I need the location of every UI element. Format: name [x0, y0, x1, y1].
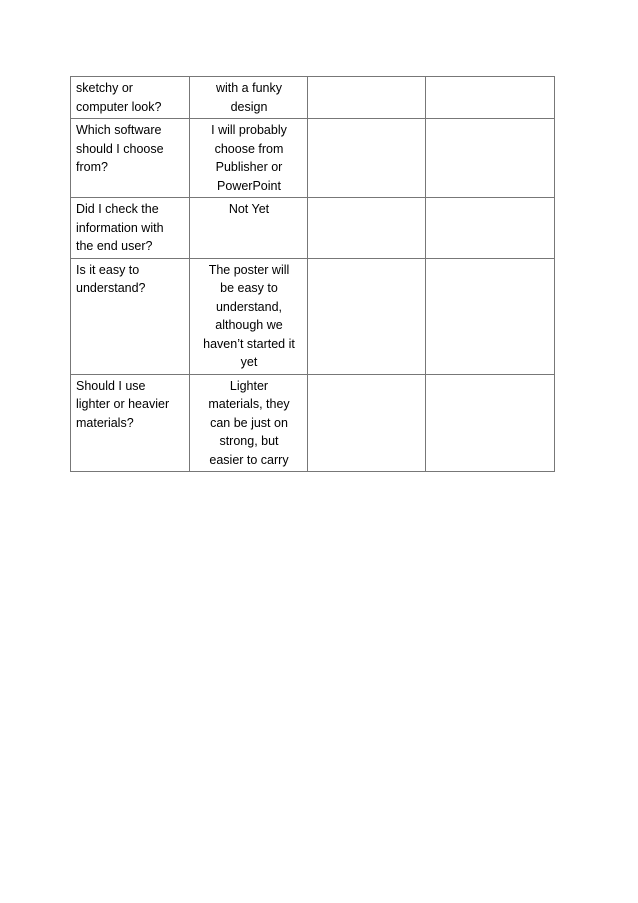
question-cell — [71, 258, 190, 374]
answer-cell — [190, 374, 308, 472]
answer-text: Not Yet — [228, 202, 270, 216]
question-cell — [71, 119, 190, 198]
answer-cell — [190, 77, 308, 119]
question-cell — [71, 374, 190, 472]
empty-cell — [308, 119, 426, 198]
question-text: sketchy or computer look? — [76, 81, 162, 114]
empty-cell — [308, 77, 426, 119]
question-text: Which software should I choose from? — [76, 123, 164, 174]
planning-table — [70, 76, 555, 472]
question-cell — [71, 77, 190, 119]
answer-text: Lighter materials, they can be just on strong, but easier to carry — [208, 378, 290, 467]
answer-text: with a funky design — [215, 81, 282, 114]
table-row — [71, 119, 555, 198]
table-row — [71, 198, 555, 259]
answer-cell — [190, 198, 308, 259]
empty-cell — [426, 258, 555, 374]
answer-cell — [190, 258, 308, 374]
answer-cell — [190, 119, 308, 198]
table-row — [71, 258, 555, 374]
empty-cell — [308, 258, 426, 374]
empty-cell — [426, 77, 555, 119]
question-cell — [71, 198, 190, 259]
question-text: Is it easy to understand? — [76, 262, 146, 295]
empty-cell — [426, 374, 555, 472]
answer-text: The poster will be easy to understand, although we haven’t started it yet — [203, 262, 295, 369]
empty-cell — [308, 374, 426, 472]
empty-cell — [426, 119, 555, 198]
question-text: Did I check the information with the end user? — [76, 202, 164, 253]
answer-text: I will probably choose from Publisher or PowerPoint — [211, 123, 287, 193]
empty-cell — [426, 198, 555, 259]
table-row — [71, 77, 555, 119]
question-text: Should I use lighter or heavier materials? — [76, 378, 170, 430]
table-row — [71, 374, 555, 472]
empty-cell — [308, 198, 426, 259]
